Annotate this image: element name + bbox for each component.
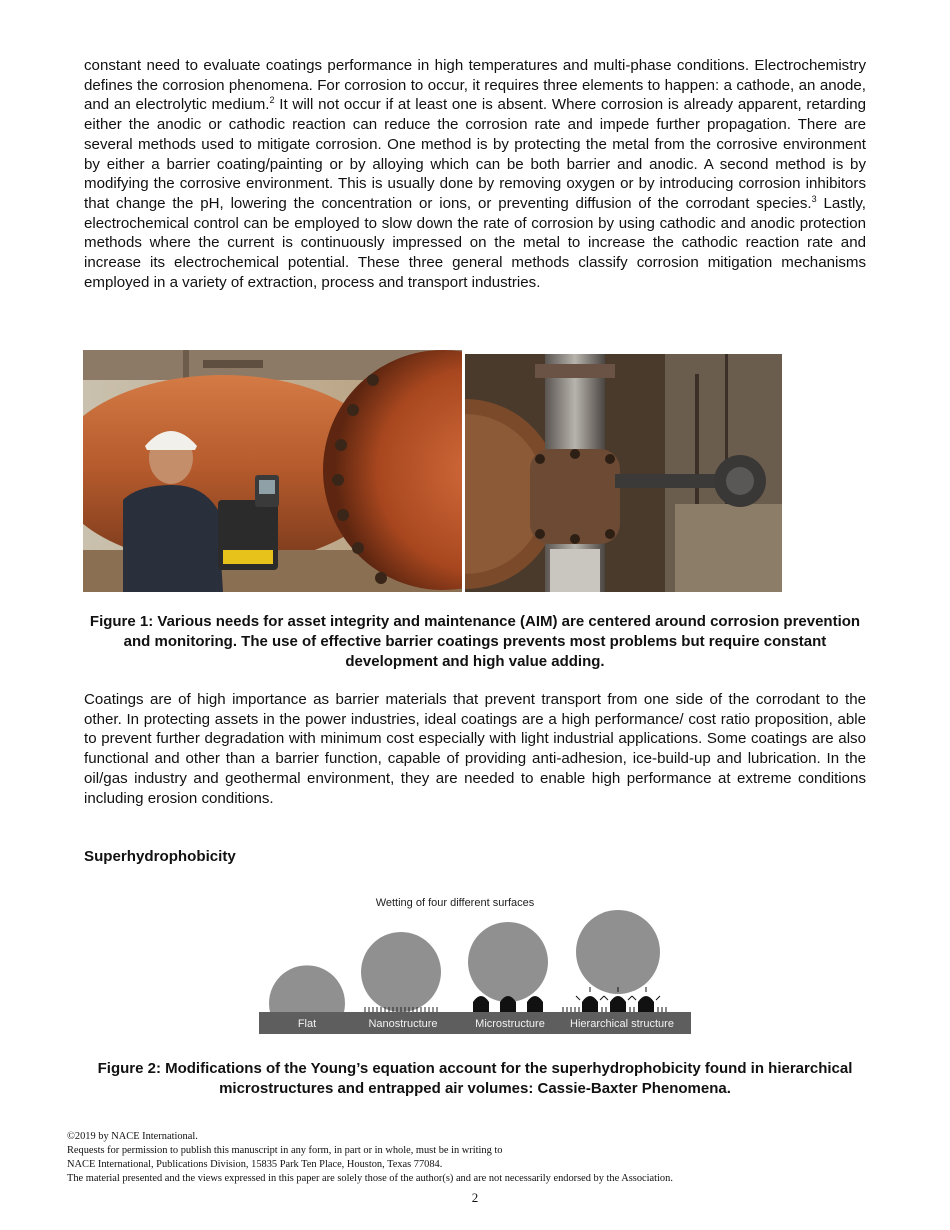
droplet-micro xyxy=(468,922,548,1002)
paragraph-text: It will not occur if at least one is absent. Where corrosion is already apparent, retarding either the anodic or cathodic reaction can reduce the corrosion rate and impede further propagation. There are several methods used to mitigate corrosion. One method is by protecting the metal from the corrosive environment by either a barrier coating/painting or by alloying which can be both barrier and anodic. A second method is by modifying the corrosive environment. This is usually done by removing oxygen or by introducing corrosion inhibitors that change the pH, lowering the concentration or ions, or preventing diffusion of the corrodant species. xyxy=(84,96,866,212)
diagram-title: Wetting of four different surfaces xyxy=(375,897,535,909)
intro-paragraph xyxy=(84,56,866,292)
nano-texture xyxy=(365,1007,437,1012)
figure2-wetting-diagram xyxy=(255,890,695,1040)
copyright-footer xyxy=(67,1130,673,1186)
hierarchical-pillars xyxy=(582,996,654,1012)
corroded-valve-image xyxy=(465,354,782,592)
droplet-flat xyxy=(269,965,345,1012)
footer-line: NACE International, Publications Division, 15835 Park Ten Place, Houston, Texas 77084. xyxy=(67,1159,443,1170)
corroded-vessel-image xyxy=(83,350,462,592)
page-number: 2 xyxy=(471,1190,479,1205)
citation-ref: 3 xyxy=(811,193,817,204)
footer-line: Requests for permission to publish this manuscript in any form, in part or in whole, must be in writing to xyxy=(67,1145,503,1156)
section-heading: Superhydrophobicity xyxy=(84,848,236,865)
citation-ref: 2 xyxy=(269,95,275,106)
figure2-caption: Figure 2: Modifications of the Young’s equation account for the superhydrophobicity found in hierarchical microstructures and entrapped air volumes: Cassie-Baxter Phenomena. xyxy=(97,1060,853,1097)
label-hierarchical: Hierarchical structure xyxy=(570,1018,674,1030)
figure1-caption: Figure 1: Various needs for asset integrity and maintenance (AIM) are centered around corrosion prevention and monitoring. The use of effective barrier coatings prevents most problems but require constant development and high value adding. xyxy=(89,613,861,670)
label-microstructure: Microstructure xyxy=(475,1018,545,1030)
coatings-paragraph: Coatings are of high importance as barrier materials that prevent transport from one side of the corrodant to the other. In protecting assets in the power industries, ideal coatings are a high performance/ cost ratio proposition, able to prevent further degradation with minimum cost especially with light industrial applications. Some coatings are also functional and other than a barrier function, capable of providing anti-adhesion, ice-build-up and lubrication. In the oil/gas industry and geothermal environment, they are needed to enable high performance at extreme conditions including erosion conditions. xyxy=(84,691,866,807)
label-nanostructure: Nanostructure xyxy=(368,1018,438,1030)
droplet-nano xyxy=(361,932,441,1012)
paragraph-text: Lastly, electrochemical control can be employed to slow down the rate of corrosion by using cathodic and anodic protection methods where the current is continuously impressed on the metal to increase the cathodic reaction rate and increase its electrochemical potential. These three general methods classify corrosion mitigation mechanisms employed in a variety of extraction, process and transport industries. xyxy=(84,194,866,291)
micro-pillars xyxy=(473,996,543,1012)
droplet-hierarchical xyxy=(576,910,660,994)
paragraph-text: constant need to evaluate coatings performance in high temperatures and multi-phase conditions. Electrochemistry defines the corrosion phenomena. For corrosion to occur, it requires three elements to happen: a cathode, an anode, and an electrolytic medium. xyxy=(84,57,866,114)
label-flat: Flat xyxy=(297,1018,317,1030)
figure1-photo-inspector xyxy=(83,350,462,592)
footer-line: ©2019 by NACE International. xyxy=(67,1131,198,1142)
figure1-photo-valve xyxy=(465,354,782,592)
footer-line: The material presented and the views expressed in this paper are solely those of the author(s) and are not necessarily endorsed by the Association. xyxy=(67,1173,673,1184)
